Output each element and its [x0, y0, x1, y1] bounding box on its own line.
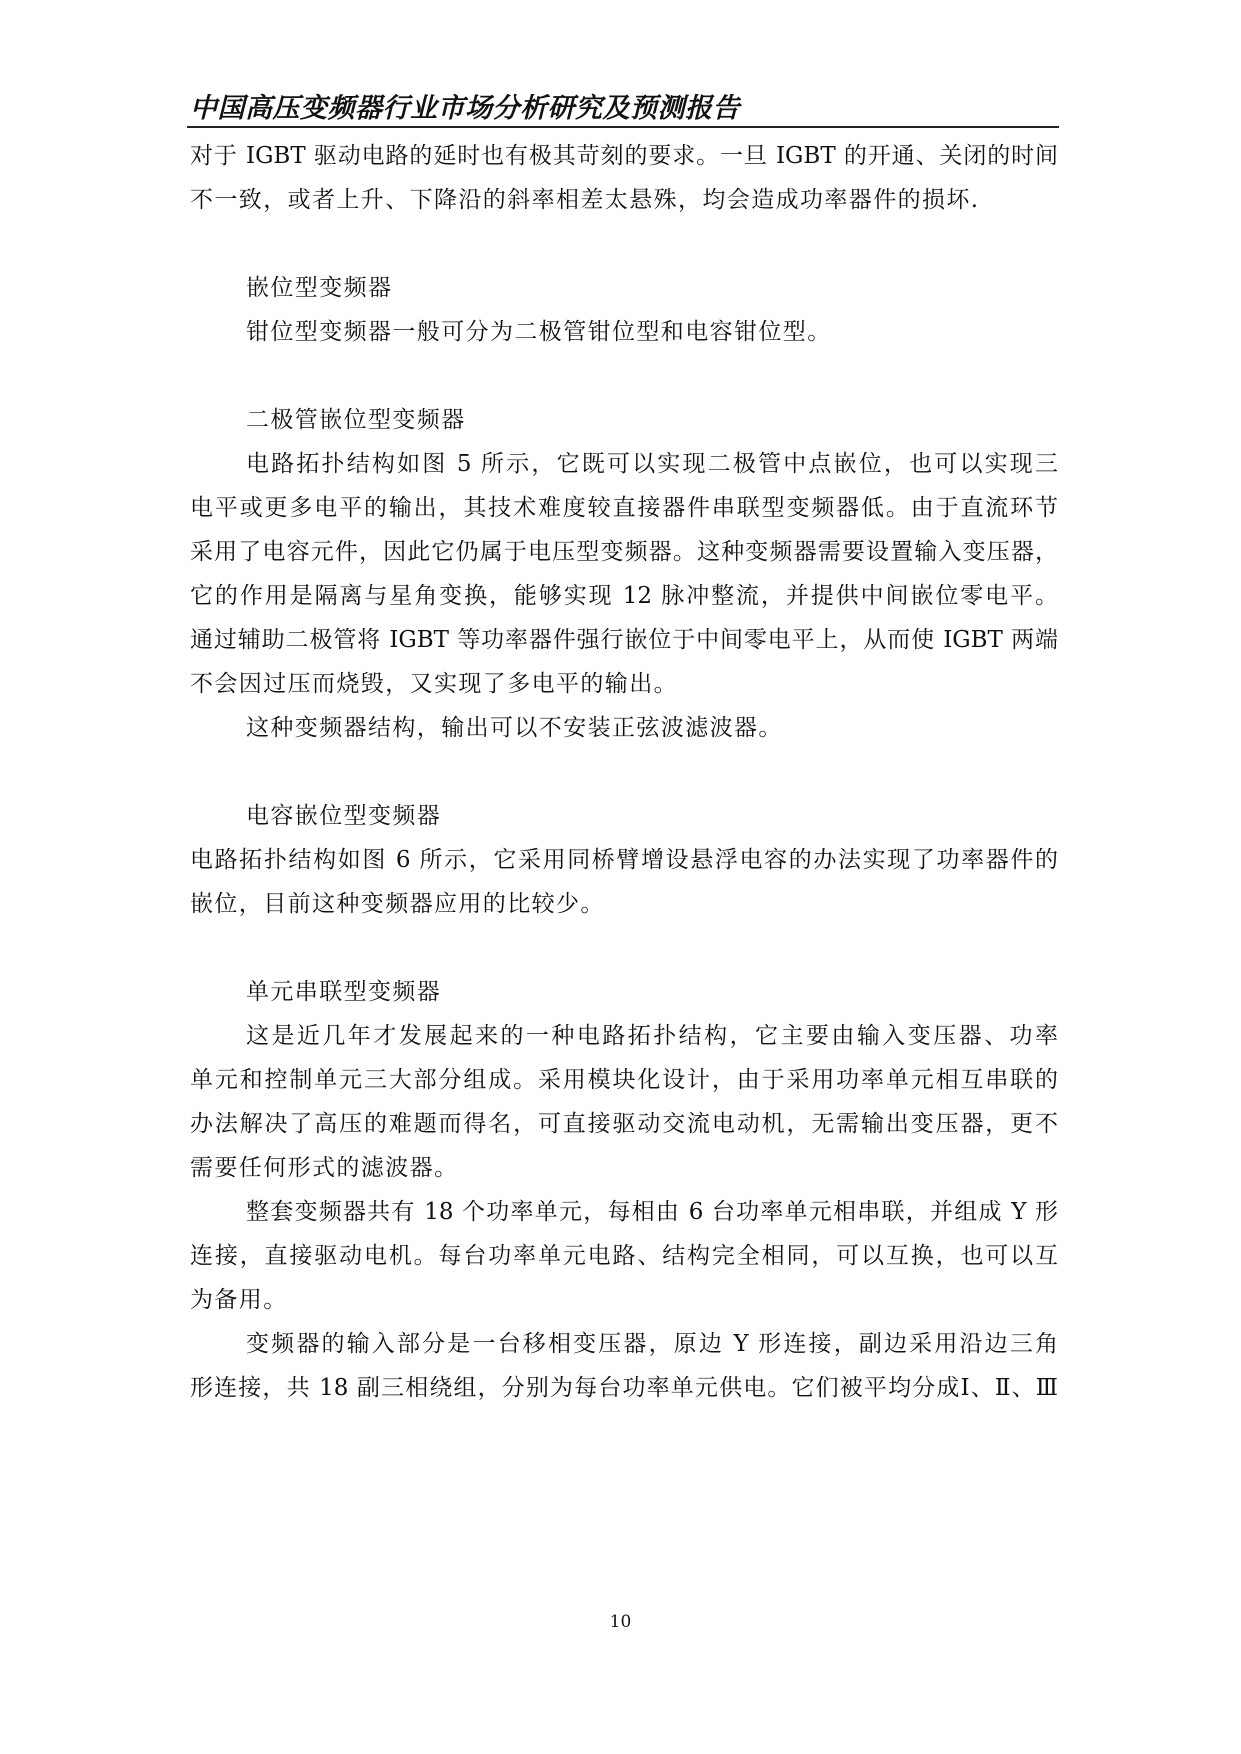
body-text-line: 办法解决了高压的难题而得名，可直接驱动交流电动机，无需输出变压器，更不 [190, 1111, 1058, 1137]
section-heading: 二极管嵌位型变频器 [246, 407, 466, 433]
page-number: 10 [609, 1612, 632, 1632]
body-text-line: 连接，直接驱动电机。每台功率单元电路、结构完全相同，可以互换，也可以互 [190, 1243, 1058, 1269]
report-title: 中国高压变频器行业市场分析研究及预测报告 [190, 93, 740, 124]
section-heading: 电容嵌位型变频器 [246, 803, 442, 829]
body-text-line: 通过辅助二极管将 IGBT 等功率器件强行嵌位于中间零电平上，从而使 IGBT 两端 [190, 627, 1058, 653]
section-heading: 嵌位型变频器 [246, 275, 393, 301]
body-text-line: 不会因过压而烧毁，又实现了多电平的输出。 [190, 671, 678, 697]
body-text-line: 为备用。 [190, 1287, 288, 1313]
body-text-line: 电平或更多电平的输出，其技术难度较直接器件串联型变频器低。由于直流环节 [190, 495, 1058, 521]
body-text-line: 对于 IGBT 驱动电路的延时也有极其苛刻的要求。一旦 IGBT 的开通、关闭的时间 [190, 143, 1058, 169]
body-text-line: 钳位型变频器一般可分为二极管钳位型和电容钳位型。 [246, 319, 832, 345]
body-text-line: 形连接，共 18 副三相绕组，分别为每台功率单元供电。它们被平均分成Ⅰ、Ⅱ、Ⅲ [190, 1375, 1058, 1401]
body-text-line: 电路拓扑结构如图 5 所示，它既可以实现二极管中点嵌位，也可以实现三 [246, 451, 1058, 477]
body-text-line: 这种变频器结构，输出可以不安装正弦波滤波器。 [246, 715, 783, 741]
body-text-line: 变频器的输入部分是一台移相变压器，原边 Y 形连接，副边采用沿边三角 [246, 1331, 1058, 1357]
header-divider [187, 126, 1059, 128]
body-text-line: 整套变频器共有 18 个功率单元，每相由 6 台功率单元相串联，并组成 Y 形 [246, 1199, 1058, 1225]
section-heading: 单元串联型变频器 [246, 979, 442, 1005]
body-text-line: 这是近几年才发展起来的一种电路拓扑结构，它主要由输入变压器、功率 [246, 1023, 1058, 1049]
body-text-line: 它的作用是隔离与星角变换，能够实现 12 脉冲整流，并提供中间嵌位零电平。 [190, 583, 1058, 609]
body-text-line: 不一致，或者上升、下降沿的斜率相差太悬殊，均会造成功率器件的损坏. [190, 187, 980, 213]
body-text-line: 采用了电容元件，因此它仍属于电压型变频器。这种变频器需要设置输入变压器， [190, 539, 1058, 565]
body-text-line: 需要任何形式的滤波器。 [190, 1155, 459, 1181]
body-text-line: 嵌位，目前这种变频器应用的比较少。 [190, 891, 605, 917]
body-text-line: 电路拓扑结构如图 6 所示，它采用同桥臂增设悬浮电容的办法实现了功率器件的 [190, 847, 1058, 873]
body-text-line: 单元和控制单元三大部分组成。采用模块化设计，由于采用功率单元相互串联的 [190, 1067, 1058, 1093]
